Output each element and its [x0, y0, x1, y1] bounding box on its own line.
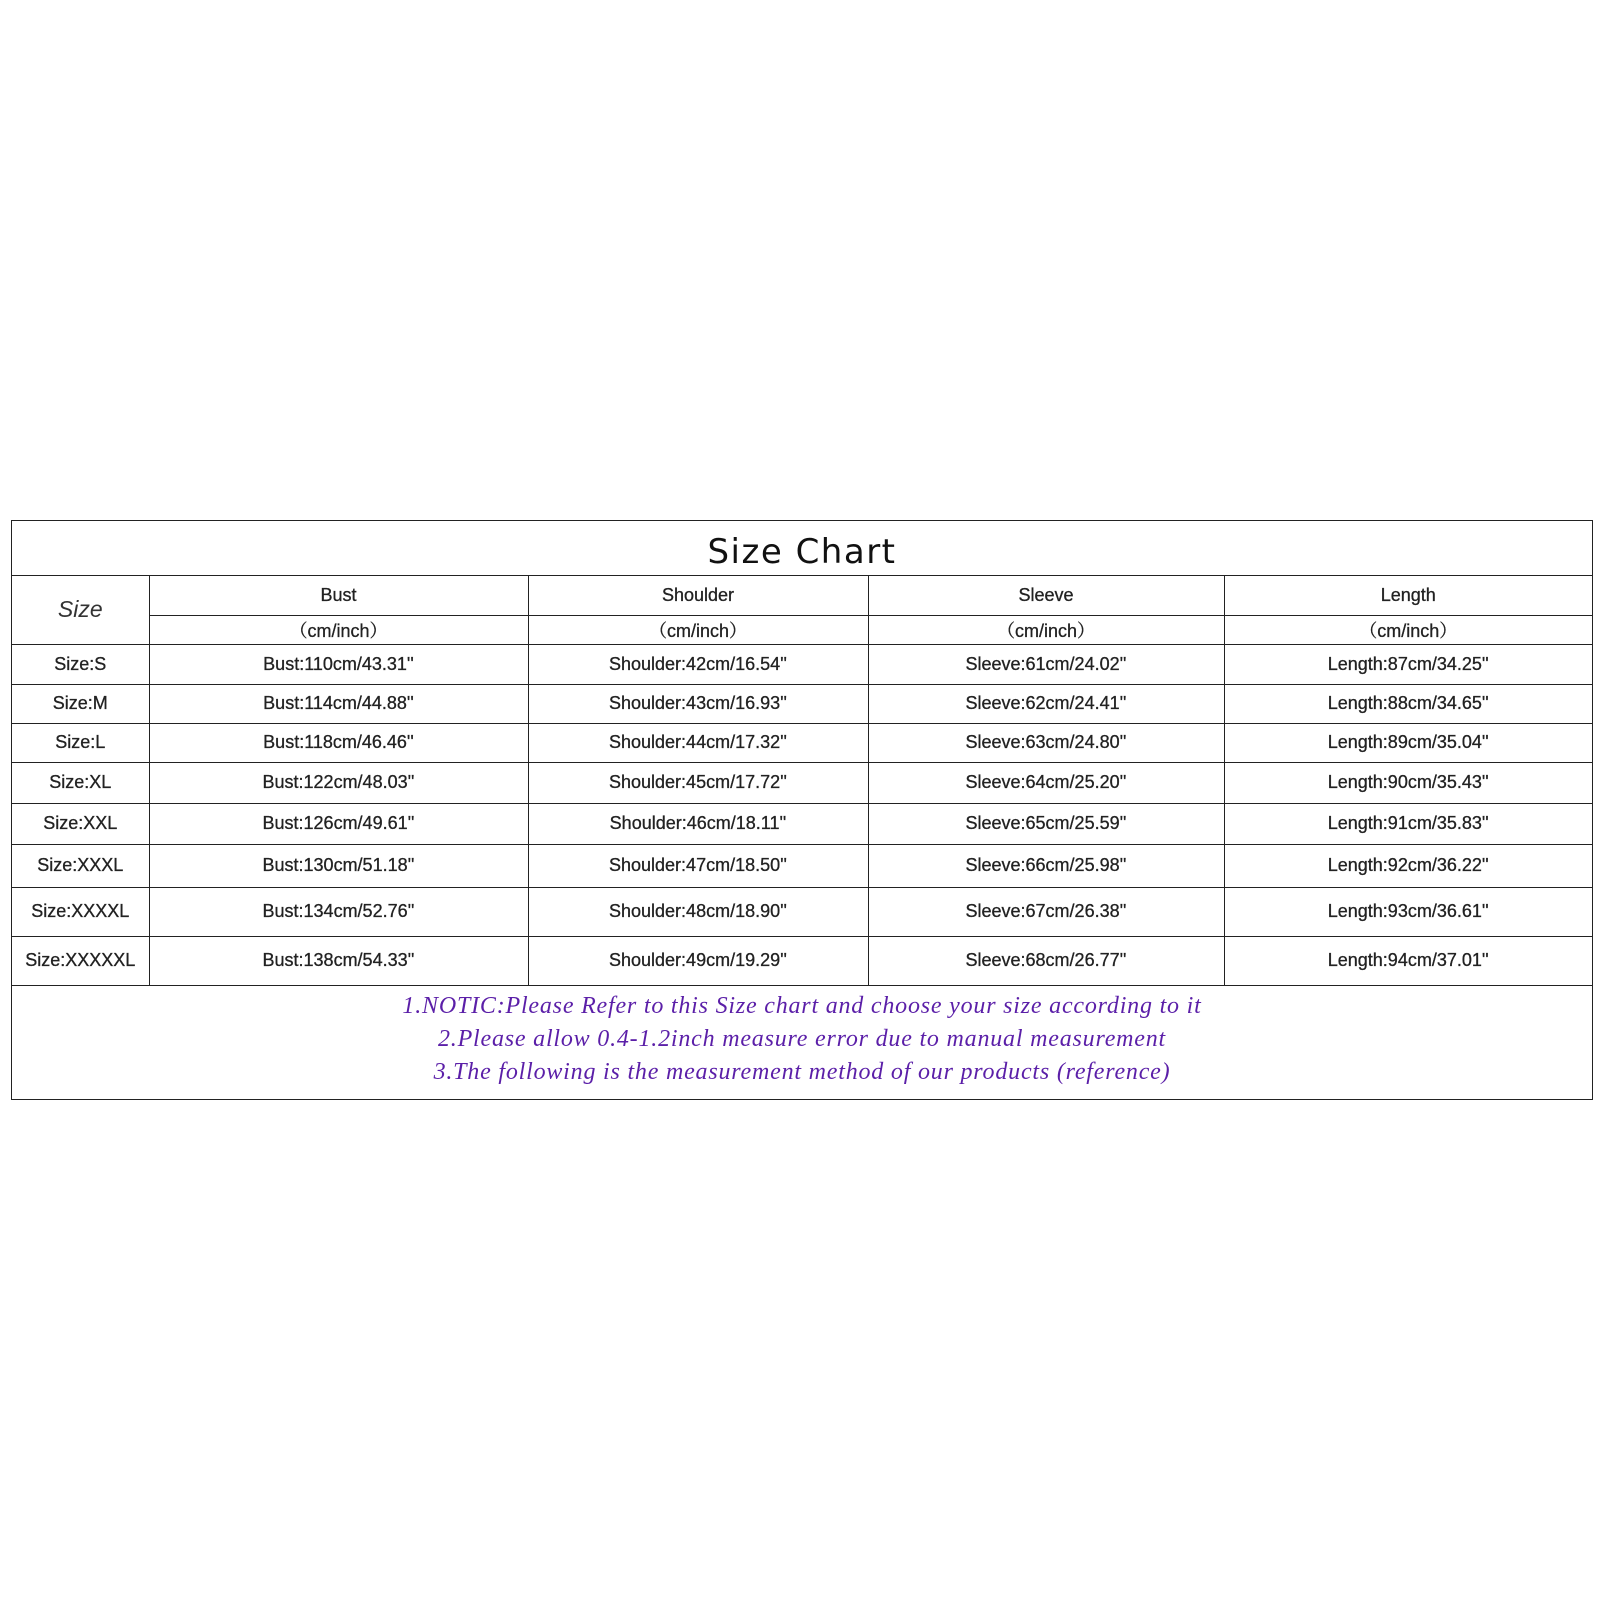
- length-cell: Length:94cm/37.01'': [1224, 936, 1592, 985]
- length-cell: Length:88cm/34.65'': [1224, 684, 1592, 723]
- column-header-length: Length: [1224, 576, 1592, 615]
- sleeve-cell: Sleeve:63cm/24.80'': [868, 723, 1224, 762]
- length-cell: Length:93cm/36.61'': [1224, 887, 1592, 936]
- shoulder-cell: Shoulder:42cm/16.54'': [528, 644, 868, 684]
- size-table: [12, 576, 1592, 986]
- shoulder-cell: Shoulder:46cm/18.11'': [528, 803, 868, 844]
- shoulder-cell: Shoulder:43cm/16.93'': [528, 684, 868, 723]
- shoulder-cell: Shoulder:48cm/18.90'': [528, 887, 868, 936]
- sleeve-cell: Sleeve:62cm/24.41'': [868, 684, 1224, 723]
- table-row: [12, 887, 1592, 936]
- size-column-header: Size: [12, 576, 149, 644]
- note-line: 1.NOTIC:Please Refer to this Size chart and choose your size according to it: [402, 992, 1202, 1019]
- size-cell: Size:L: [12, 723, 149, 762]
- bust-cell: Bust:118cm/46.46'': [149, 723, 528, 762]
- table-row: [12, 803, 1592, 844]
- bust-cell: Bust:138cm/54.33'': [149, 936, 528, 985]
- bust-cell: Bust:110cm/43.31'': [149, 644, 528, 684]
- unit-length: （cm/inch）: [1224, 615, 1592, 644]
- length-cell: Length:91cm/35.83'': [1224, 803, 1592, 844]
- length-cell: Length:89cm/35.04'': [1224, 723, 1592, 762]
- bust-cell: Bust:134cm/52.76'': [149, 887, 528, 936]
- note-line: 2.Please allow 0.4-1.2inch measure error due to manual measurement: [437, 1025, 1167, 1052]
- note-line: 3.The following is the measurement method of our products (reference): [433, 1058, 1171, 1085]
- sleeve-cell: Sleeve:68cm/26.77'': [868, 936, 1224, 985]
- notes-section: [12, 985, 1592, 1099]
- size-cell: Size:S: [12, 644, 149, 684]
- size-cell: Size:XXXL: [12, 844, 149, 887]
- bust-cell: Bust:114cm/44.88'': [149, 684, 528, 723]
- unit-bust: （cm/inch）: [149, 615, 528, 644]
- shoulder-cell: Shoulder:47cm/18.50'': [528, 844, 868, 887]
- length-cell: Length:87cm/34.25'': [1224, 644, 1592, 684]
- sleeve-cell: Sleeve:61cm/24.02'': [868, 644, 1224, 684]
- chart-title: Size Chart: [12, 521, 1592, 576]
- unit-row: [12, 615, 1592, 644]
- size-chart: [11, 520, 1593, 1100]
- bust-cell: Bust:130cm/51.18'': [149, 844, 528, 887]
- column-header-sleeve: Sleeve: [868, 576, 1224, 615]
- table-row: [12, 844, 1592, 887]
- sleeve-cell: Sleeve:65cm/25.59'': [868, 803, 1224, 844]
- size-cell: Size:XL: [12, 762, 149, 803]
- unit-shoulder: （cm/inch）: [528, 615, 868, 644]
- bust-cell: Bust:122cm/48.03'': [149, 762, 528, 803]
- header-row: [12, 576, 1592, 615]
- size-cell: Size:M: [12, 684, 149, 723]
- size-cell: Size:XXXXXL: [12, 936, 149, 985]
- bust-cell: Bust:126cm/49.61'': [149, 803, 528, 844]
- column-header-shoulder: Shoulder: [528, 576, 868, 615]
- table-row: [12, 936, 1592, 985]
- shoulder-cell: Shoulder:44cm/17.32'': [528, 723, 868, 762]
- length-cell: Length:90cm/35.43'': [1224, 762, 1592, 803]
- table-row: [12, 723, 1592, 762]
- table-row: [12, 762, 1592, 803]
- table-row: [12, 644, 1592, 684]
- sleeve-cell: Sleeve:67cm/26.38'': [868, 887, 1224, 936]
- sleeve-cell: Sleeve:66cm/25.98'': [868, 844, 1224, 887]
- column-header-bust: Bust: [149, 576, 528, 615]
- table-row: [12, 684, 1592, 723]
- size-cell: Size:XXXXL: [12, 887, 149, 936]
- sleeve-cell: Sleeve:64cm/25.20'': [868, 762, 1224, 803]
- shoulder-cell: Shoulder:49cm/19.29'': [528, 936, 868, 985]
- size-cell: Size:XXL: [12, 803, 149, 844]
- unit-sleeve: （cm/inch）: [868, 615, 1224, 644]
- length-cell: Length:92cm/36.22'': [1224, 844, 1592, 887]
- shoulder-cell: Shoulder:45cm/17.72'': [528, 762, 868, 803]
